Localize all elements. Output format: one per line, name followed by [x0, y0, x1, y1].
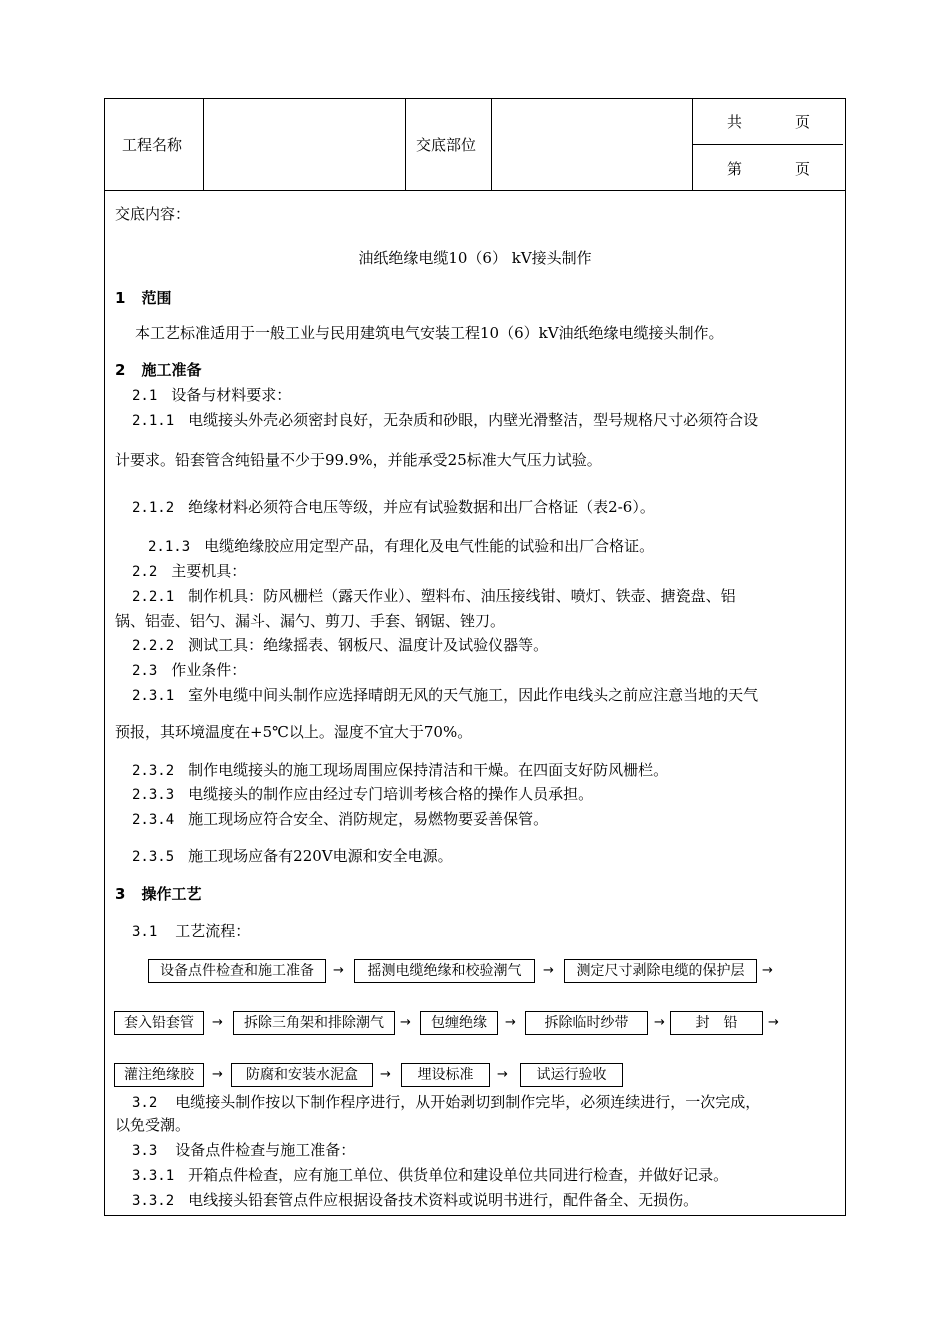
clause-text: 电缆接头制作按以下制作程序进行，从开始剥切到制作完毕，必须连续进行，一次完成， — [175, 1093, 761, 1111]
clause-number: 2.1 — [132, 388, 158, 404]
clause-number: 2.3.2 — [132, 763, 175, 779]
flow-step: 防腐和安装水泥盒 — [231, 1063, 373, 1087]
section-number: 2 — [115, 361, 126, 379]
flow-step: 拆除临时纱带 — [525, 1011, 648, 1035]
flow-step: 试运行验收 — [520, 1063, 623, 1087]
clause-number: 2.2 — [132, 564, 158, 580]
clause-number: 2.3 — [132, 663, 158, 679]
flow-step: 测定尺寸剥除电缆的保护层 — [564, 959, 757, 983]
clause-text-cont: 以免受潮。 — [115, 1116, 191, 1134]
header-table — [105, 99, 845, 191]
handover-part-label: 交底部位 — [416, 136, 477, 154]
clause-text: 施工现场应符合安全、消防规定，易燃物要妥善保管。 — [188, 810, 549, 828]
handover-part-value[interactable] — [505, 129, 685, 161]
clause-text: 设备点件检查与施工准备： — [175, 1141, 356, 1159]
clause-text: 制作电缆接头的施工现场周围应保持清洁和干燥。在四面支好防风栅栏。 — [188, 761, 669, 779]
arrow-right-icon: → — [543, 963, 554, 978]
page-label: 第 — [727, 160, 743, 178]
clause-text: 设备与材料要求： — [171, 386, 292, 404]
clause-number: 2.2.2 — [132, 638, 175, 654]
clause-number: 3.3 — [132, 1143, 158, 1159]
divider — [491, 99, 492, 190]
arrow-right-icon: → — [380, 1067, 391, 1082]
clause-number: 2.3.3 — [132, 787, 175, 803]
arrow-right-icon: → — [400, 1015, 411, 1030]
flow-step: 封 铅 — [670, 1011, 763, 1035]
clause-number: 2.1.1 — [132, 413, 175, 429]
clause-text: 施工现场应备有220V电源和安全电源。 — [188, 847, 453, 865]
page-page-word: 页 — [795, 160, 811, 178]
clause-text-cont: 计要求。铅套管含纯铅量不少于99.9%，并能承受25标准大气压力试验。 — [115, 451, 602, 469]
divider — [203, 99, 204, 190]
arrow-right-icon: → — [212, 1015, 223, 1030]
flow-step: 设备点件检查和施工准备 — [148, 959, 326, 983]
clause-text-cont: 锅、铝壶、铝勺、漏斗、漏勺、剪刀、手套、钢锯、锉刀。 — [115, 612, 506, 630]
divider — [405, 99, 406, 190]
clause-number: 3.3.2 — [132, 1193, 175, 1209]
section-title: 操作工艺 — [141, 885, 202, 903]
clause-number: 2.3.5 — [132, 849, 175, 865]
clause-text: 工艺流程： — [175, 922, 251, 940]
clause-text: 作业条件： — [171, 661, 247, 679]
flow-step: 摇测电缆绝缘和校验潮气 — [354, 959, 535, 983]
arrow-right-icon: → — [505, 1015, 516, 1030]
clause-text: 主要机具： — [171, 562, 247, 580]
clause-text: 电线接头铅套管点件应根据设备技术资料或说明书进行，配件备全、无损伤。 — [188, 1191, 699, 1209]
total-label: 共 — [727, 113, 743, 131]
clause-text: 测试工具：绝缘摇表、钢板尺、温度计及试验仪器等。 — [188, 636, 549, 654]
clause-number: 3.1 — [132, 924, 158, 940]
content-label: 交底内容： — [115, 205, 191, 223]
flow-step: 埋设标准 — [401, 1063, 490, 1087]
clause-text-cont: 预报，其环境温度在+5℃以上。湿度不宜大于70%。 — [115, 723, 473, 741]
flow-step: 包缠绝缘 — [420, 1011, 498, 1035]
flow-step: 拆除三角架和排除潮气 — [233, 1011, 395, 1035]
arrow-right-icon: → — [333, 963, 344, 978]
clause-number: 2.3.1 — [132, 688, 175, 704]
clause-number: 2.3.4 — [132, 812, 175, 828]
clause-number: 2.1.2 — [132, 500, 175, 516]
project-name-value[interactable] — [304, 129, 404, 161]
clause-text: 电缆绝缘胶应用定型产品，有理化及电气性能的试验和出厂合格证。 — [204, 537, 655, 555]
flow-step: 灌注绝缘胶 — [114, 1063, 204, 1087]
divider — [692, 144, 843, 145]
section-title: 范围 — [141, 289, 172, 307]
clause-number: 3.2 — [132, 1095, 158, 1111]
section-title: 施工准备 — [141, 361, 202, 379]
section-number: 3 — [115, 885, 126, 903]
flow-step: 套入铅套管 — [114, 1011, 204, 1035]
clause-text: 制作机具：防风栅栏（露天作业）、塑料布、油压接线钳、喷灯、铁壶、搪瓷盘、铝 — [188, 587, 736, 605]
doc-title: 油纸绝缘电缆10（6） kV接头制作 — [358, 249, 592, 267]
arrow-right-icon: → — [762, 963, 773, 978]
clause-text: 室外电缆中间头制作应选择晴朗无风的天气施工，因此作电线头之前应注意当地的天气 — [188, 686, 759, 704]
clause-text: 开箱点件检查，应有施工单位、供货单位和建设单位共同进行检查，并做好记录。 — [188, 1166, 729, 1184]
clause-number: 2.2.1 — [132, 589, 175, 605]
clause-text: 绝缘材料必须符合电压等级，并应有试验数据和出厂合格证（表2-6）。 — [188, 498, 655, 516]
project-name-label: 工程名称 — [122, 136, 183, 154]
clause-text: 电缆接头外壳必须密封良好，无杂质和砂眼，内壁光滑整洁，型号规格尺寸必须符合设 — [188, 411, 759, 429]
clause-number: 2.1.3 — [148, 539, 191, 555]
arrow-right-icon: → — [654, 1015, 665, 1030]
section-number: 1 — [115, 289, 126, 307]
arrow-right-icon: → — [212, 1067, 223, 1082]
clause-text: 电缆接头的制作应由经过专门培训考核合格的操作人员承担。 — [188, 785, 594, 803]
clause-number: 3.3.1 — [132, 1168, 175, 1184]
arrow-right-icon: → — [768, 1015, 779, 1030]
total-page-word: 页 — [795, 113, 811, 131]
arrow-right-icon: → — [497, 1067, 508, 1082]
paragraph: 本工艺标准适用于一般工业与民用建筑电气安装工程10（6）kV油纸绝缘电缆接头制作。 — [135, 324, 724, 342]
